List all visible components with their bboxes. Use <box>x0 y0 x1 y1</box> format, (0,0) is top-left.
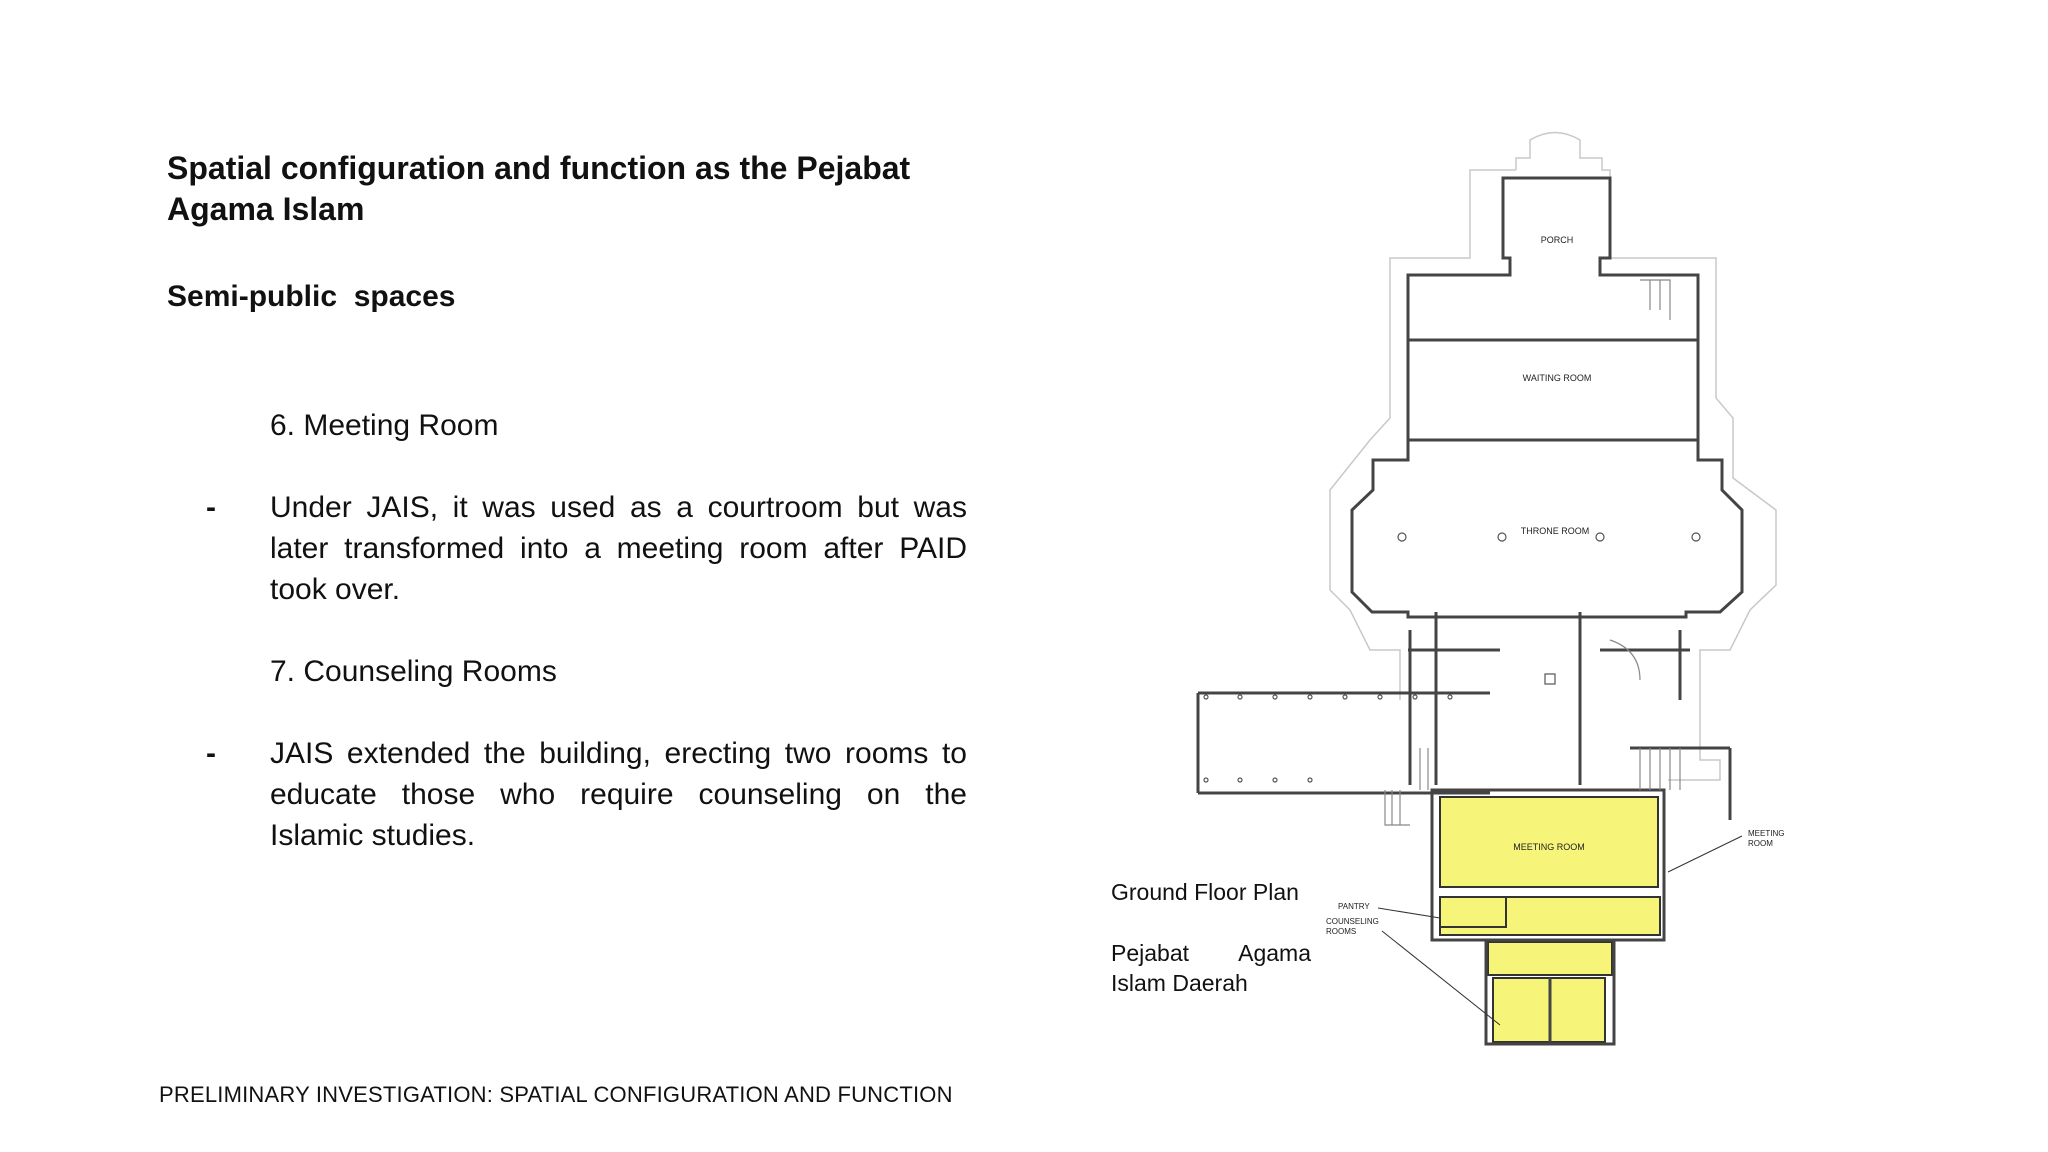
caption-word: Agama <box>1238 940 1311 966</box>
meeting-room-description: Under JAIS, it was used as a courtroom but was later transformed into a meeting room after PAID took over. <box>270 491 967 606</box>
footer-caption: PRELIMINARY INVESTIGATION: SPATIAL CONFIGURATION AND FUNCTION <box>159 1082 953 1107</box>
throne-room-label: THRONE ROOM <box>1520 526 1590 536</box>
stairs-and-details <box>1385 280 1680 825</box>
pantry-highlight <box>1440 897 1506 927</box>
item-heading-counseling-rooms: 7. Counseling Rooms <box>270 655 557 688</box>
bullet-dash: - <box>206 737 216 770</box>
pantry-label: PANTRY <box>1338 902 1370 911</box>
page-title: Spatial configuration and function as the Pejabat Agama Islam <box>167 150 911 227</box>
meeting-room-label: MEETING ROOM <box>1513 842 1585 852</box>
caption-word: Pejabat <box>1111 940 1190 966</box>
lobby-highlight <box>1488 942 1612 975</box>
plan-caption-title: Ground Floor Plan <box>1111 879 1299 905</box>
counseling-rooms-label: ROOMS <box>1326 927 1357 936</box>
meeting-room-callout: MEETING <box>1748 829 1785 838</box>
item-heading-meeting-room: 6. Meeting Room <box>270 409 499 442</box>
caption-line: Islam Daerah <box>1111 970 1248 996</box>
meeting-room-callout: ROOM <box>1748 839 1773 848</box>
porch-label: PORCH <box>1540 235 1574 245</box>
bullet-dash: - <box>206 491 216 524</box>
columns <box>1204 533 1700 782</box>
section-subtitle: Semi-public spaces <box>167 280 456 313</box>
counseling-rooms-description: JAIS extended the building, erecting two rooms to educate those who require counseling on the Islamic studies. <box>270 737 967 852</box>
counseling-rooms-label: COUNSELING <box>1326 917 1379 926</box>
waiting-room-label: WAITING ROOM <box>1522 373 1592 383</box>
